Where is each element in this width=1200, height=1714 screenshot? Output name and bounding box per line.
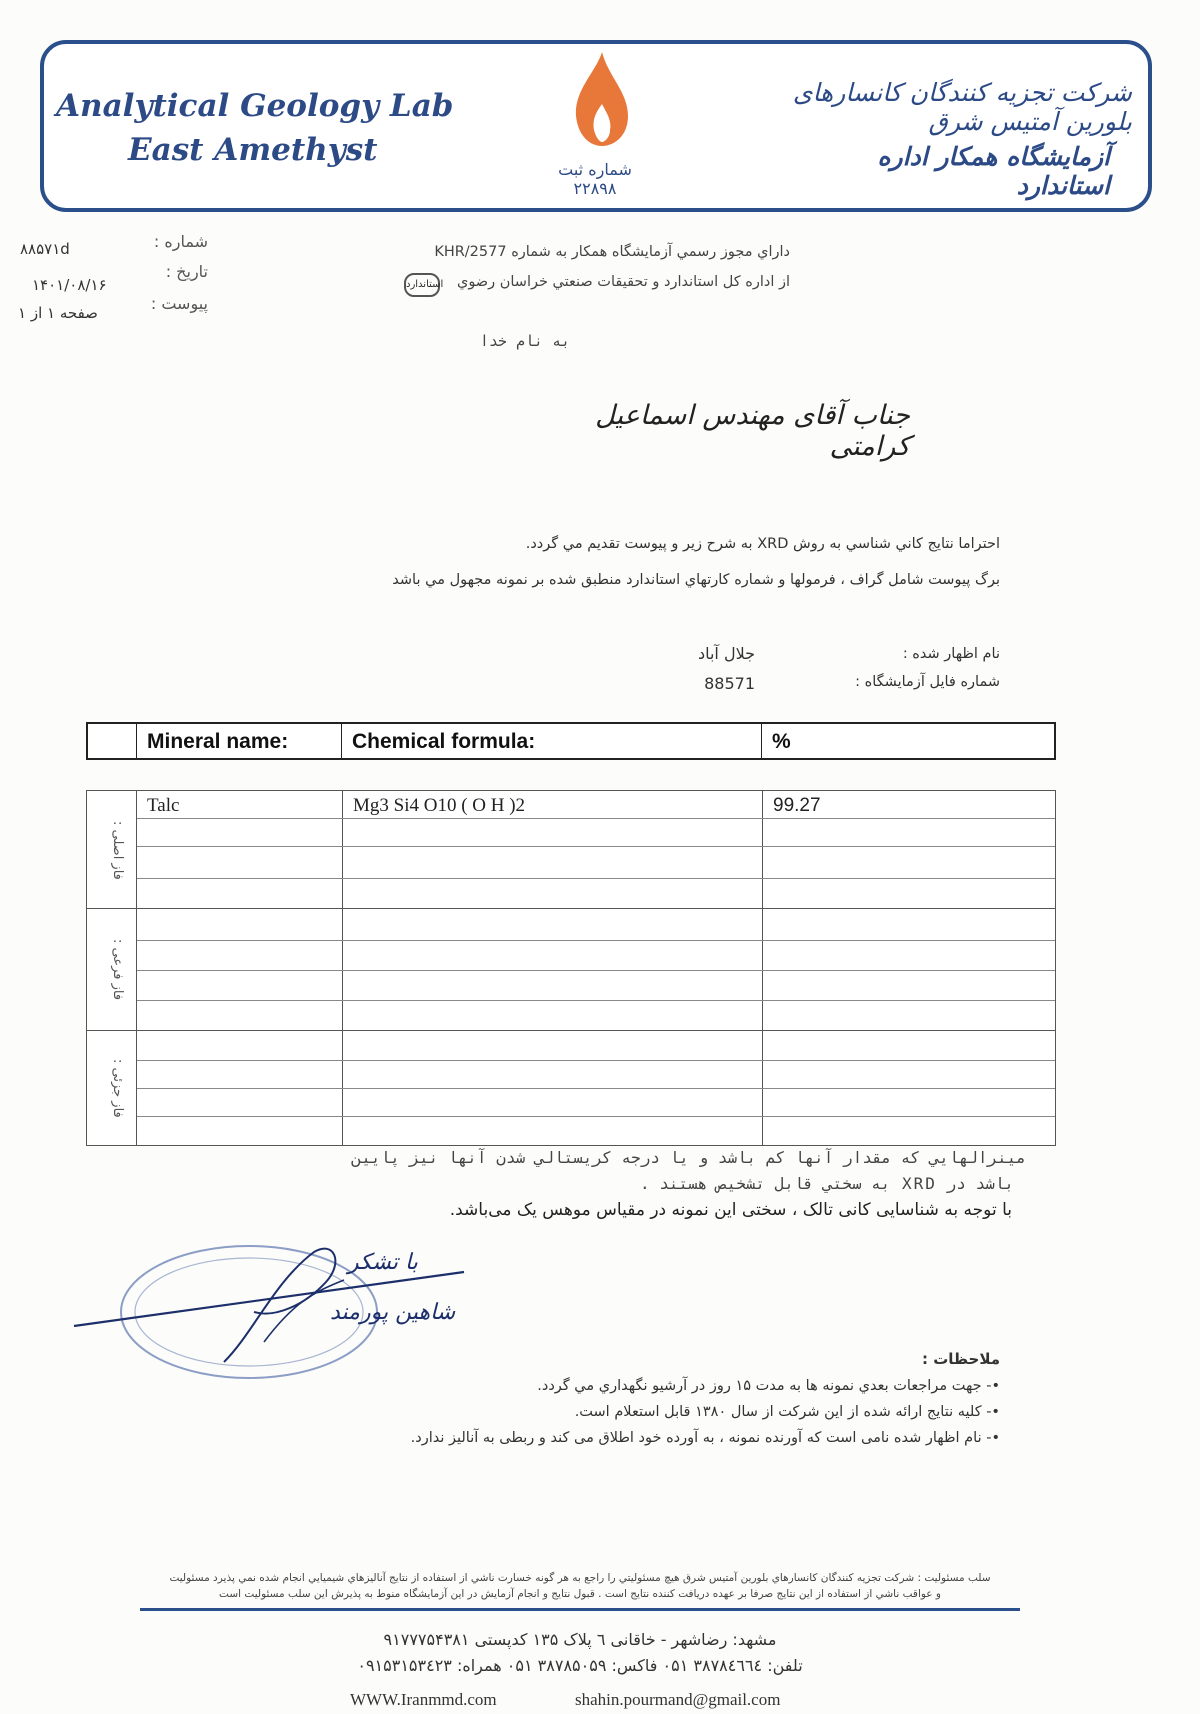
mineral-name-cell <box>137 819 342 846</box>
mineral-name-cell <box>137 1001 342 1030</box>
phase-label-minor: فاز فرعی : <box>110 939 125 1001</box>
chemical-formula-cell: Mg3 Si4 O10 ( O H )2 <box>342 791 762 818</box>
chemical-formula-cell <box>342 1061 762 1088</box>
footer-address: مشهد: رضاشهر - خاقانی ٦ پلاک ۱۳۵ کدپستی ۹۱۷۷۷۵۴۳۸۱ <box>383 1630 777 1649</box>
signature-thanks: با تشکر <box>348 1250 418 1275</box>
file-number-value: 88571 <box>704 674 755 693</box>
phase-group-minor <box>87 909 137 1031</box>
results-header-table <box>86 722 1056 760</box>
phase-column <box>87 791 137 1145</box>
header-percent: % <box>761 724 1054 758</box>
table-row <box>137 879 1055 909</box>
percent-cell <box>762 971 1055 1000</box>
phase-group-major <box>87 791 137 909</box>
chemical-formula-cell <box>342 909 762 940</box>
attachment-label: پیوست : <box>150 294 208 313</box>
date-label: تاریخ : <box>165 262 208 281</box>
table-row <box>137 819 1055 847</box>
chemical-formula-cell <box>342 1001 762 1030</box>
chemical-formula-cell <box>342 1031 762 1060</box>
date-value: ۱۴۰۱/۰۸/۱۶ <box>32 276 107 294</box>
header-chemical-formula: Chemical formula: <box>341 724 761 758</box>
number-value: ۸۸۵۷۱d <box>20 240 70 258</box>
mineral-name-cell <box>137 941 342 970</box>
lab-name-en-line2: East Amethyst <box>128 132 378 168</box>
registration-number: شماره ثبت ۲۲۸۹۸ <box>558 160 632 198</box>
intro-line2: برگ پيوست شامل گراف ، فرمولها و شماره كارتهاي استاندارد منطبق شده بر نمونه مجهول مي باشد <box>392 572 1000 588</box>
file-number-label: شماره فايل آزمايشگاه : <box>855 674 1000 690</box>
table-row <box>137 847 1055 879</box>
percent-cell <box>762 1117 1055 1145</box>
mineral-name-cell <box>137 879 342 908</box>
addressee: جناب آقای مهندس اسماعیل کرامتی <box>595 400 910 462</box>
license-line1: داراي مجوز رسمي آزمايشگاه همكار به شماره KHR/2577 <box>434 244 790 260</box>
percent-cell: 99.27 <box>762 791 1055 818</box>
mineral-name-cell <box>137 1089 342 1116</box>
phase-label-major: فاز اصلی : <box>110 820 125 880</box>
percent-cell <box>762 819 1055 846</box>
table-row <box>137 909 1055 941</box>
page-count: صفحه ۱ از ۱ <box>18 304 98 322</box>
footer-email-link[interactable]: shahin.pourmand@gmail.com <box>575 1690 781 1709</box>
remarks-title: ملاحظات : <box>921 1350 1000 1368</box>
bismillah: به نام خدا <box>479 332 571 350</box>
intro-line1: احتراما نتايج كاني شناسي به روش XRD به شرح زير و پيوست تقديم مي گردد. <box>525 536 1000 552</box>
company-name-fa: شرکت تجزیه کنندگان کانسارهای بلورین آمتیس شرق <box>792 78 1132 136</box>
phase-label-trace: فاز جزئی : <box>110 1058 125 1118</box>
standard-mark-icon: استاندارد <box>404 273 440 297</box>
signature-name: شاهین پورمند <box>330 1300 456 1325</box>
table-row <box>137 941 1055 971</box>
table-row <box>137 791 1055 819</box>
table-row <box>137 1089 1055 1117</box>
note-line2: باشد در XRD به سختي قابل تشخيص هستند . <box>639 1174 1014 1193</box>
disclaimer-line1: سلب مسئوليت : شركت تجزيه كنندگان كانسارهاي بلورين آمتيس شرق هيچ مسئوليتي را راجع به هر گونه خسارت ناشي از استفاده از نتايج آناليزهاي شيميايي انجام شده نمي پذيرد مسئوليت <box>169 1572 991 1584</box>
chemical-formula-cell <box>342 941 762 970</box>
declared-name-label: نام اظهار شده : <box>902 646 1000 662</box>
footer-phones: تلفن: ۳۸۷۸٤٦٦٤ ۰۵۱ فاکس: ۳۸۷۸۵۰۵۹ ۰۵۱ همراه: ۰۹۱۵۳۱۵۳٤۲۳ <box>357 1656 803 1675</box>
chemical-formula-cell <box>342 1117 762 1145</box>
table-row <box>137 1117 1055 1145</box>
lab-subtitle-fa: آزمایشگاه همکار اداره استاندارد <box>877 142 1110 200</box>
flame-logo-icon <box>566 50 638 150</box>
chemical-formula-cell <box>342 819 762 846</box>
mineral-name-cell <box>137 1031 342 1060</box>
disclaimer-line2: و عواقب ناشي از استفاده از اين نتايج صرفا بر عهده دريافت كننده نتايج است . قبول نتايج و انجام آزمايش در اين آزمايشگاه منوط به پذيرش اين سلب مسئوليت است <box>219 1588 941 1600</box>
percent-cell <box>762 909 1055 940</box>
table-row <box>137 1001 1055 1031</box>
results-table <box>86 790 1056 1146</box>
table-row <box>137 1031 1055 1061</box>
mineral-name-cell <box>137 1117 342 1145</box>
table-row <box>137 971 1055 1001</box>
chemical-formula-cell <box>342 1089 762 1116</box>
table-row <box>137 1061 1055 1089</box>
footer-divider <box>140 1608 1020 1611</box>
number-label: شماره : <box>153 232 208 251</box>
percent-cell <box>762 1031 1055 1060</box>
remark-item: •- جهت مراجعات بعدي نمونه ها به مدت ۱۵ روز در آرشيو نگهداري مي گردد. <box>537 1378 1000 1394</box>
chemical-formula-cell <box>342 847 762 878</box>
mineral-name-cell <box>137 1061 342 1088</box>
lab-name-en-line1: Analytical Geology Lab <box>56 88 454 124</box>
phase-group-trace <box>87 1031 137 1145</box>
header-mineral-name: Mineral name: <box>136 724 341 758</box>
chemical-formula-cell <box>342 879 762 908</box>
chemical-formula-cell <box>342 971 762 1000</box>
mineral-name-cell: Talc <box>147 795 180 816</box>
percent-cell <box>762 1061 1055 1088</box>
remark-item: •- كليه نتايج ارائه شده از اين شركت از سال ۱۳۸۰ قابل استعلام است. <box>574 1404 1000 1420</box>
remark-item: •- نام اظهار شده نامی است که آورنده نمونه ، به آورده خود اطلاق می کند و ربطی به آنالیز ندارد. <box>410 1430 1000 1446</box>
footer-website-link[interactable]: WWW.Iranmmd.com <box>350 1690 497 1709</box>
percent-cell <box>762 879 1055 908</box>
mineral-name-cell <box>137 847 342 878</box>
declared-name-value: جلال آباد <box>697 644 755 663</box>
percent-cell <box>762 941 1055 970</box>
mineral-name-cell <box>137 971 342 1000</box>
note-hardness: با توجه به شناسایی کانی تالک ، سختی این نمونه در مقیاس موهس یک می‌باشد. <box>449 1200 1012 1220</box>
license-line2: از اداره كل استاندارد و تحقيقات صنعتي خراسان رضوي <box>456 274 790 290</box>
percent-cell <box>762 1001 1055 1030</box>
note-line1: مينرالهايي كه مقدار آنها كم باشد و يا درجه كريستالي شدن آنها نيز پايين <box>351 1148 1026 1167</box>
percent-cell <box>762 1089 1055 1116</box>
mineral-name-cell <box>137 909 342 940</box>
percent-cell <box>762 847 1055 878</box>
header-spacer <box>88 724 136 758</box>
